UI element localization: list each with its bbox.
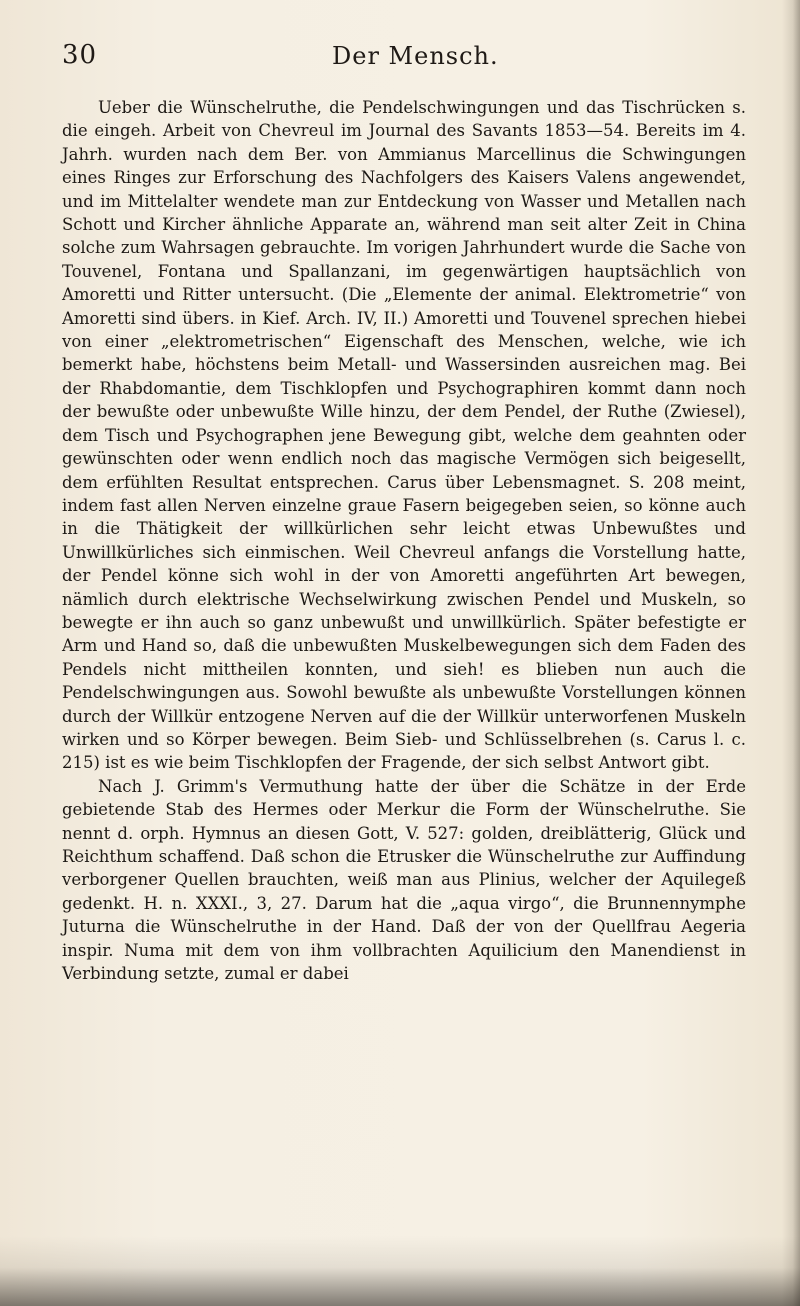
running-head: Der Mensch. [332, 42, 499, 70]
paragraph: Nach J. Grimm's Vermuthung hatte der über die Schätze in der Erde gebietende Stab des Hermes oder Merkur die Form der Wünschelruthe. Sie nennt d. orph. Hymnus an diesen Gott, V. 527: golden, dreiblätterig, Glück und Reichthum schaffend. Daß schon die Etrusker die Wünschelruthe zur Auffindung verborgener Quellen brauchten, weiß man aus Plinius, welcher der Aquilegeß gedenkt. H. n. XXXI., 3, 27. Darum hat die „aqua virgo“, die Brunnennymphe Juturna die Wünschelruthe in der Hand. Daß der von der Quellfrau Aegeria inspir. Numa mit dem von ihm vollbrachten Aquilicium den Manendienst in Verbindung setzte, zumal er dabei [62, 776, 746, 984]
page-header [62, 40, 702, 80]
paragraph: Ueber die Wünschelruthe, die Pendelschwingungen und das Tischrücken s. die eingeh. Arbeit von Chevreul im Journal des Savants 1853—54. Bereits im 4. Jahrh. wurden nach dem Ber. von Ammianus Marcellinus die Schwingungen eines Ringes zur Erforschung des Nachfolgers des Kaisers Valens angewendet, und im Mittelalter wendete man zur Entdeckung von Wasser und Metallen nach Schott und Kircher ähnliche Apparate an, während man seit alter Zeit in China solche zum Wahrsagen gebrauchte. Im vorigen Jahrhundert wurde die Sache von Touvenel, Fontana und Spallanzani, im gegenwärtigen hauptsächlich von Amoretti und Ritter untersucht. (Die „Elemente der animal. Elektrometrie“ von Amoretti sind übers. in Kief. Arch. IV, II.) Amoretti und Touvenel sprechen hiebei von einer „elektrometrischen“ Eigenschaft des Menschen, welche, wie ich bemerkt habe, höchstens beim Metall- und Wassersinden ausreichen mag. Bei der Rhabdomantie, dem Tischklopfen und Psychographiren kommt dann noch der bewußte oder unbewußte Wille hinzu, der dem Pendel, der Ruthe (Zwiesel), dem Tisch und Psychographen jene Bewegung gibt, welche dem geahnten oder gewünschten oder wenn endlich noch das magische Vermögen sich beigesellt, dem erfühlten Resultat entsprechen. Carus über Lebensmagnet. S. 208 meint, indem fast allen Nerven einzelne graue Fasern beigegeben seien, so könne auch in die Thätigkeit der willkürlichen sehr leicht etwas Unbewußtes und Unwillkürliches sich einmischen. Weil Chevreul anfangs die Vorstellung hatte, der Pendel könne sich wohl in der von Amoretti angeführten Art bewegen, nämlich durch elektrische Wechselwirkung zwischen Pendel und Muskeln, so bewegte er ihn auch so ganz unbewußt und unwillkürlich. Später befestigte er Arm und Hand so, daß die unbewußten Muskelbewegungen sich dem Faden des Pendels nicht mittheilen konnten, und sieh! es blieben nun auch die Pendelschwingungen aus. Sowohl bewußte als unbewußte Vorstellungen können durch der Willkür entzogene Nerven auf die der Willkür unterworfenen Muskeln wirken und so Körper bewegen. Beim Sieb- und Schlüsselbrehen (s. Carus l. c. 215) ist es wie beim Tischklopfen der Fragende, der sich selbst Antwort gibt. [62, 98, 746, 773]
page-bottom-shadow [0, 1236, 800, 1306]
page-edge-shadow [782, 0, 800, 1306]
body-text [62, 96, 746, 985]
page-number: 30 [62, 40, 98, 70]
